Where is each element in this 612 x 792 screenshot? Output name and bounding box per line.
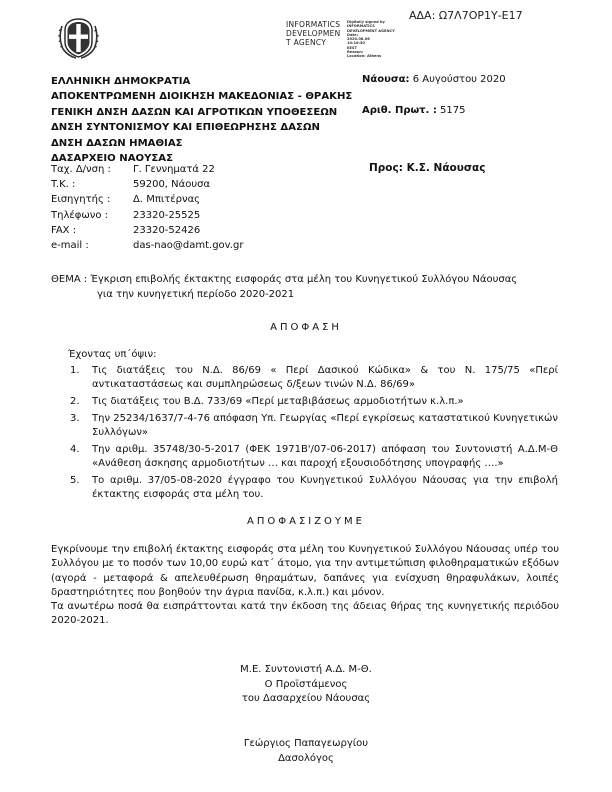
contact-row: e-mail : das-nao@damt.gov.gr: [51, 240, 244, 252]
ada-code: ΑΔΑ: Ω7Λ7ΟΡ1Υ-Ε17: [409, 9, 523, 22]
list-item: 5. Το αριθμ. 37/05-08-2020 έγγραφο του Κυνηγετικού Συλλόγου Νάουσας για την επιβολή έκτακτης εισφοράς στα μέλη του.: [70, 475, 558, 500]
list-item: 2. Τις διατάξεις του Β.Δ. 733/69 «Περί μεταβιβάσεως αρμοδιοτήτων κ.λ.π.»: [70, 396, 464, 407]
agency-name: INFORMATICS DEVELOPMEN T AGENCY: [286, 20, 341, 47]
contact-details: [51, 162, 243, 253]
recipient: Προς: Κ.Σ. Νάουσας: [369, 162, 486, 174]
contact-row: Τηλέφωνο : 23320-25525: [51, 209, 201, 221]
signer-name: Γεώργιος Παπαγεωργίου Δασολόγος: [243, 738, 369, 764]
contact-row: T.K. : 59200, Νάουσα: [51, 179, 211, 191]
digital-signature-info: Digitally signed by INFORMATICS DEVELOPMENT AGENCY Date: 2020.08.06 10:16:30 EEST Reason: Location: Athens: [347, 20, 395, 59]
body-paragraph: Εγκρίνουμε την επιβολή έκτακτης εισφοράς στα μέλη του Κυνηγετικού Συλλόγου Νάουσας υπέρ του Συλλόγου με το ποσόν των 10,00 ευρώ κατ΄ άτομο, για την αντιμετώπιση φιλοθηραματικών εξόδων (αγορά - μεταφορά & απελευθέρωση θηραμάτων, δαπάνες για ενίσχυση θηραφυλάκων, λοιπές δραστηριότητες που βοηθούν την άγρια πανίδα, κ.λ.π.) και μόνον.: [51, 544, 559, 598]
protocol-number: Αριθ. Πρωτ. : 5175: [362, 105, 466, 116]
subject: ΘΕΜΑ : Έγκριση επιβολής έκτακτης εισφοράς στα μέλη του Κυνηγετικού Συλλόγου Νάουσας για την κυνηγετική περίοδο 2020-2021: [51, 274, 518, 300]
considerations-list: [70, 364, 558, 505]
contact-row: Ταχ. Δ/νση : Γ. Γεννηματά 22: [51, 164, 215, 175]
body-paragraph: Τα ανωτέρω ποσά θα εισπράττονται κατά την έκδοση της άδειας θήρας της κυνηγετικής περιόδου 2020-2021.: [51, 601, 559, 627]
list-item: 3. Την 25234/1637/7-4-76 απόφαση Υπ. Γεωργίας «Περί εγκρίσεως καταστατικού Κυνηγετικών Συλλόγων»: [70, 413, 558, 438]
authority-header: ΕΛΛΗΝΙΚΗ ΔΗΜΟΚΡΑΤΙΑ ΑΠΟΚΕΝΤΡΩΜΕΝΗ ΔΙΟΙΚΗΣΗ ΜΑΚΕΔΟΝΙΑΣ - ΘΡΑΚΗΣ ΓΕΝΙΚΗ ΔΝΣΗ ΔΑΣΩΝ ΚΑΙ ΑΓΡΟΤΙΚΩΝ ΥΠΟΘΕΣΕΩΝ ΔΝΣΗ ΣΥΝΤΟΝΙΣΜΟΥ ΚΑΙ ΕΠΙΘΕΩΡΗΣΗΣ ΔΑΣΩΝ ΔΝΣΗ ΔΑΣΩΝ ΗΜΑΘΙΑΣ ΔΑΣΑΡΧΕΙΟ ΝΑΟΥΣΑΣ: [51, 76, 353, 165]
we-decide-title: ΑΠΟΦΑΣΙΖΟΥΜΕ: [247, 516, 365, 527]
signature-block: Μ.Ε. Συντονιστή Α.Δ. Μ-Θ. Ο Προϊστάμενος του Δασαρχείου Νάουσας: [240, 664, 372, 704]
list-item: 1. Τις διατάξεις του Ν.Δ. 86/69 « Περί Δασικού Κώδικα» & του Ν. 175/75 «Περί αντικαταστάσεως και συμπληρώσεως δ/ξεων τινών Ν.Δ. 86/69»: [70, 365, 558, 390]
document-date: Νάουσα: 6 Αυγούστου 2020: [362, 74, 506, 85]
decision-title: ΑΠΟΦΑΣΗ: [270, 322, 342, 333]
contact-row: FAX : 23320-52426: [51, 224, 201, 236]
considering-heading: Έχοντας υπ΄όψιν:: [68, 349, 157, 360]
contact-row: Εισηγητής : Δ. Μπιτέρνας: [51, 194, 201, 206]
list-item: 4. Την αριθμ. 35748/30-5-2017 (ΦΕΚ 1971Β'/07-06-2017) απόφαση του Συντονιστή Α.Δ.Μ-Θ «Ανάθεση άσκησης αρμοδιοτήτων … και παροχή εξουσιοδότησης υπογραφής ….»: [70, 444, 558, 469]
decision-body: [51, 543, 559, 629]
greek-coat-of-arms-icon: [56, 16, 101, 60]
